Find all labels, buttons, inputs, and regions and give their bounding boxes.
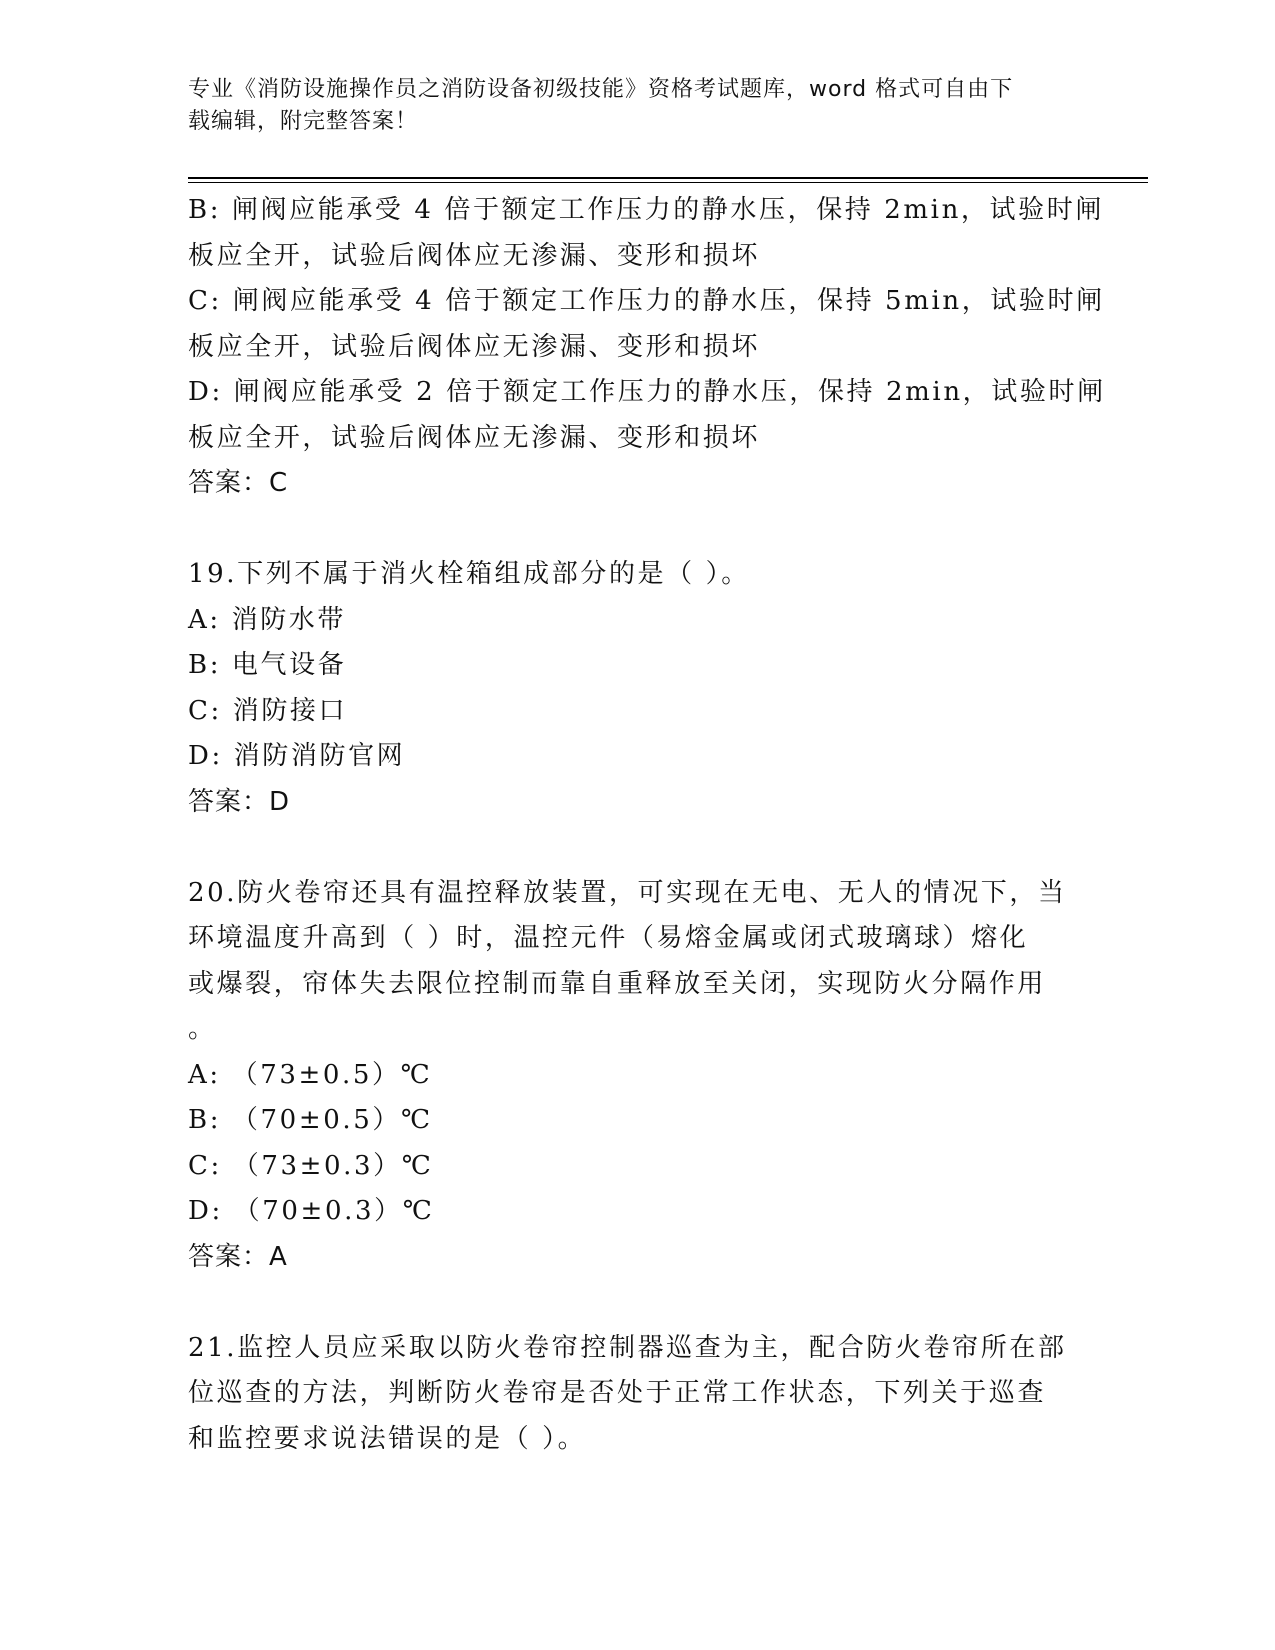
question-content: [188, 188, 1106, 1462]
header-line-2: 载编辑，附完整答案！: [188, 109, 419, 134]
option-b-line-1: B: 闸阀应能承受 4 倍于额定工作压力的静水压，保持 2min，试验时闸: [188, 195, 1104, 225]
option-d-line-1: D: 闸阀应能承受 2 倍于额定工作压力的静水压，保持 2min，试验时闸: [188, 377, 1106, 407]
answer-20: 答案：A: [188, 1241, 288, 1272]
option-c-line-2: 板应全开，试验后阀体应无渗漏、变形和损坏: [188, 331, 761, 362]
option-c: C: 消防接口: [188, 695, 348, 726]
option-c: C: （73±0.3）℃: [188, 1150, 434, 1181]
option-d: D: 消防消防官网: [188, 741, 406, 771]
option-d-line-2: 板应全开，试验后阀体应无渗漏、变形和损坏: [188, 422, 761, 453]
answer-19: 答案：D: [188, 786, 291, 817]
option-d: D: （70±0.3）℃: [188, 1196, 435, 1226]
option-b-line-2: 板应全开，试验后阀体应无渗漏、变形和损坏: [188, 240, 761, 271]
question-19: [188, 552, 1088, 825]
question-21: [188, 1326, 1088, 1463]
question-18-options: [188, 188, 1106, 507]
question-21-stem-line-1: 21.监控人员应采取以防火卷帘控制器巡查为主，配合防火卷帘所在部: [188, 1332, 1067, 1363]
option-a: A: 消防水带: [188, 604, 347, 635]
question-20-stem-line-1: 20.防火卷帘还具有温控释放装置，可实现在无电、无人的情况下，当: [188, 877, 1067, 908]
document-header: [188, 74, 1068, 138]
question-20-stem-line-3: 或爆裂，帘体失去限位控制而靠自重释放至关闭，实现防火分隔作用: [188, 968, 1047, 999]
option-b: B: 电气设备: [188, 650, 347, 680]
question-21-stem-line-2: 位巡查的方法，判断防火卷帘是否处于正常工作状态，下列关于巡查: [188, 1378, 1047, 1408]
option-c-line-1: C: 闸阀应能承受 4 倍于额定工作压力的静水压，保持 5min，试验时闸: [188, 286, 1105, 316]
header-divider-thin: [188, 182, 1148, 183]
question-20: [188, 871, 1088, 1281]
question-19-stem: 19.下列不属于消火栓箱组成部分的是（ ）。: [188, 559, 750, 589]
question-20-stem-line-4: 。: [188, 1014, 217, 1044]
header-line-1: 专业《消防设施操作员之消防设备初级技能》资格考试题库，word 格式可自由下: [188, 77, 1014, 102]
option-b: B: （70±0.5）℃: [188, 1105, 433, 1135]
spacer: [188, 1280, 1088, 1326]
answer-18: 答案：C: [188, 468, 289, 498]
question-20-stem-line-2: 环境温度升高到（ ）时，温控元件（易熔金属或闭式玻璃球）熔化: [188, 923, 1029, 953]
header-divider-thick: [188, 177, 1148, 179]
question-21-stem-line-3: 和监控要求说法错误的是（ ）。: [188, 1423, 587, 1454]
spacer: [188, 825, 1088, 871]
spacer: [188, 507, 1088, 553]
option-a: A: （73±0.5）℃: [188, 1059, 433, 1090]
